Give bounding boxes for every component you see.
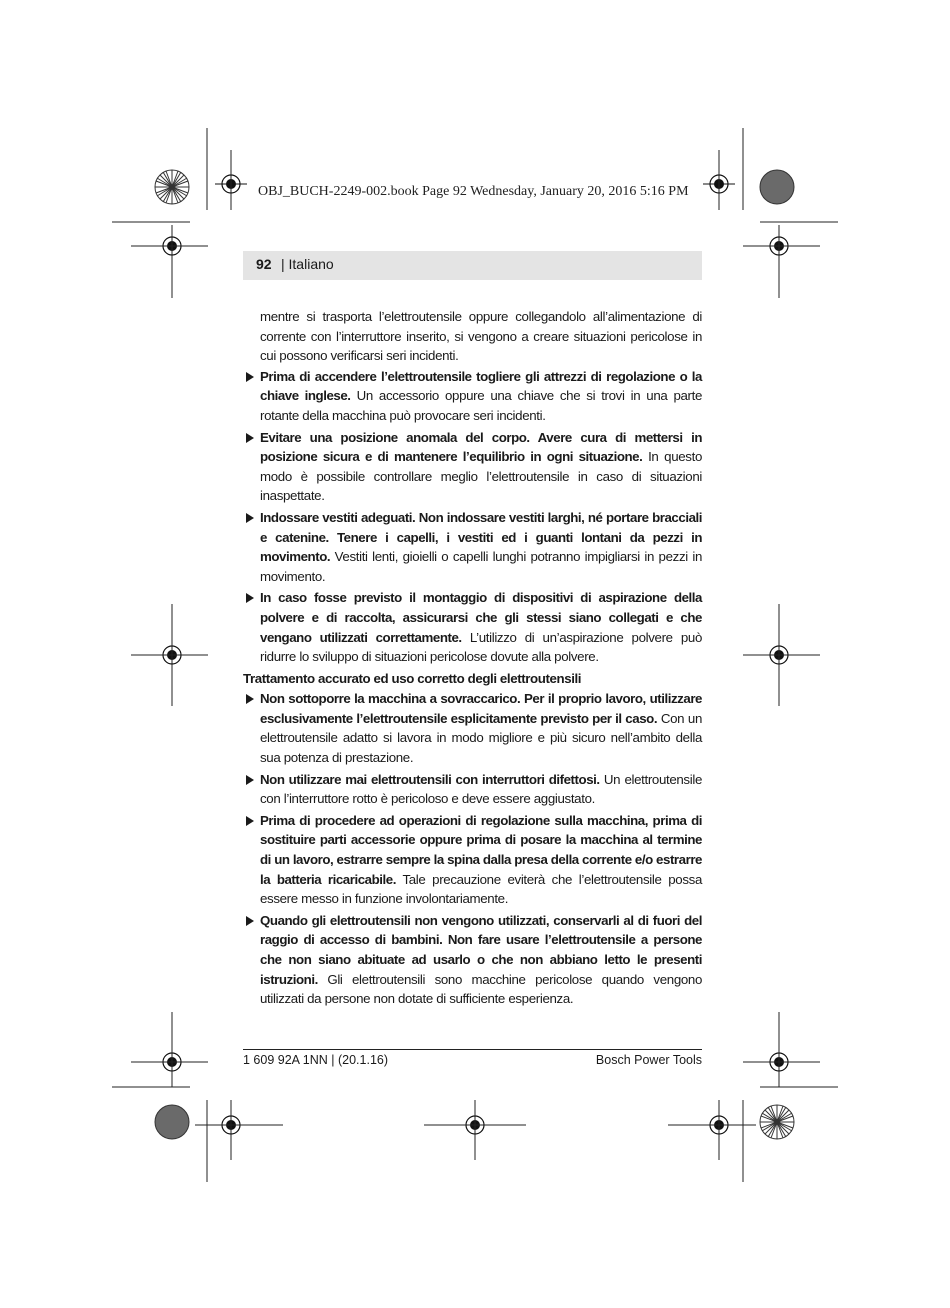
bullet-arrow-icon: [246, 513, 254, 523]
bullet-body-text: In questo modo è possibile controllare meglio l’elettroutensile in caso di situazioni inaspettate.: [260, 449, 702, 504]
bullet-bold-text: Quando gli elettroutensili non vengono utilizzati, conservarli al di fuori del raggio di accesso di bambini. Non fare usare l’elettroutensile a persone che non siano abituate ad usarlo o che non abbiano letto le presenti istruzioni.: [260, 912, 702, 987]
bullet-bold-text: Evitare una posizione anomala del corpo. Avere cura di mettersi in posizione sicura e di mantenere l’equilibrio in ogni situazione.: [260, 429, 702, 465]
bullet-list-general: [243, 367, 702, 667]
bullet-body-text: Tale precauzione eviterà che l’elettroutensile possa essere messo in funzione involontariamente.: [260, 871, 702, 907]
print-slug: OBJ_BUCH-2249-002.book Page 92 Wednesday, January 20, 2016 5:16 PM: [258, 184, 689, 199]
bullet-body-text: L’utilizzo di un’aspirazione polvere può ridurre lo sviluppo di situazioni pericolose dovute alla polvere.: [260, 629, 702, 665]
bullet-item: [243, 811, 702, 909]
bullet-body-text: Un accessorio oppure una chiave che si trovi in una parte rotante della macchina può provocare seri incidenti.: [260, 388, 703, 423]
bullet-body-text: Con un elettroutensile adatto si lavora in modo migliore e più sicuro nell’ambito della sua potenza di prestazione.: [260, 710, 702, 766]
bullet-bold-text: Non sottoporre la macchina a sovraccarico. Per il proprio lavoro, utilizzare esclusivamente l’elettroutensile esplicitamente previsto per il caso.: [260, 691, 702, 726]
footer-rule: [243, 1049, 702, 1050]
header-separator: |: [281, 256, 289, 272]
bullet-item: [243, 911, 702, 1009]
header-section-label: Italiano: [288, 256, 334, 272]
bullet-item: [243, 770, 702, 809]
bullet-bold-text: Prima di procedere ad operazioni di regolazione sulla macchina, prima di sostituire parti accessorie oppure prima di posare la macchina al termine di un lavoro, estrarre sempre la spina dalla presa della corrente e/o estrarre la batteria ricaricabile.: [260, 812, 702, 887]
bullet-bold-text: Prima di accendere l’elettroutensile togliere gli attrezzi di regolazione o la chiave inglese.: [260, 368, 702, 404]
footer-brand: Bosch Power Tools: [595, 1053, 702, 1067]
bullet-body-text: Gli elettroutensili sono macchine pericolose quando vengono utilizzati da persone non dotate di sufficiente esperienza.: [260, 971, 702, 1007]
bullet-item: [243, 689, 702, 767]
main-content: [243, 307, 702, 1011]
section-subheading: Trattamento accurato ed uso corretto degli elettroutensili: [243, 670, 582, 686]
bullet-bold-text: In caso fosse previsto il montaggio di dispositivi di aspirazione della polvere e di raccolta, assicurarsi che gli stessi siano collegati e che vengano utilizzati correttamente.: [260, 590, 702, 645]
footer-document-code: 1 609 92A 1NN | (20.1.16): [243, 1053, 389, 1067]
bullet-body-text: Vestiti lenti, gioielli o capelli lunghi potranno impigliarsi in pezzi in movimento.: [260, 549, 702, 584]
bullet-item: [243, 428, 702, 506]
intro-paragraph: mentre si trasporta l’elettroutensile oppure collegandolo all’alimentazione di corrente con l’interruttore inserito, si vengono a creare situazioni pericolose in cui possono verificarsi seri incidenti.: [260, 309, 702, 364]
bullet-body-text: Un elettroutensile con l’interruttore rotto è pericoloso e deve essere aggiustato.: [260, 771, 702, 807]
bullet-arrow-icon: [246, 433, 254, 443]
bullet-arrow-icon: [246, 916, 254, 926]
section-name: [281, 256, 334, 272]
bullet-bold-text: Non utilizzare mai elettroutensili con interruttori difettosi.: [260, 771, 600, 787]
bullet-item: [243, 367, 702, 426]
page-number: 92: [256, 256, 272, 272]
bullet-arrow-icon: [246, 775, 254, 785]
bullet-item: [243, 588, 702, 666]
bullet-arrow-icon: [246, 593, 254, 603]
bullet-bold-text: Indossare vestiti adeguati. Non indossare vestiti larghi, né portare bracciali e catenine. Tenere i capelli, i vestiti ed i guanti lontani da pezzi in movimento.: [260, 509, 702, 565]
bullet-arrow-icon: [246, 816, 254, 826]
bullet-list-handling: [243, 689, 702, 1009]
bullet-arrow-icon: [246, 694, 254, 704]
bullet-item: [243, 508, 702, 586]
bullet-arrow-icon: [246, 372, 254, 382]
